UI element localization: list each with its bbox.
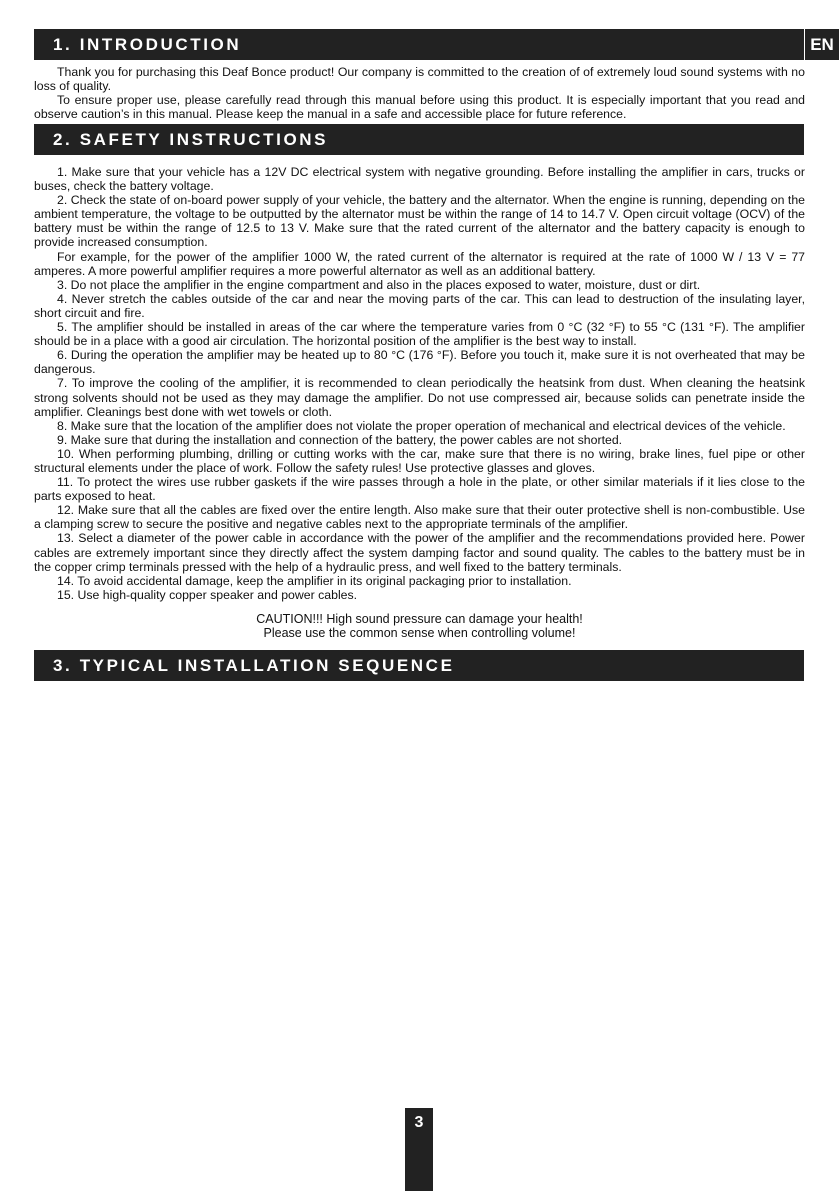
paragraph: 15. Use high-quality copper speaker and power cables. [57, 587, 358, 602]
introduction-text [34, 65, 805, 121]
paragraph: 3. Do not place the amplifier in the engine compartment and also in the places exposed to water, moisture, dust or dirt. [57, 277, 701, 292]
section-header-safety: 2. SAFETY INSTRUCTIONS [34, 124, 804, 155]
language-badge: EN [805, 29, 839, 60]
paragraph: 7. To improve the cooling of the amplifier, it is recommended to clean periodically the heatsink from dust. When cleaning the heatsink strong solvents should not be used as they may damage the amplifier. Do not use compressed air, because solids can penetrate inside the amplifier. Cleanings best done with wet towels or cloth. [34, 376, 805, 419]
safety-text [34, 165, 805, 602]
paragraph: 13. Select a diameter of the power cable in accordance with the power of the amplifier and the recommendations provided here. Power cables are extremely important since they directly affect the system damping factor and sound quality. The cables to the battery must be in the copper crimp terminals pressed with the help of a hydraulic press, and well fixed to the battery terminals. [34, 531, 805, 574]
paragraph: 9. Make sure that during the installation and connection of the battery, the power cables are not shorted. [57, 432, 623, 447]
page-number: 3 [405, 1108, 433, 1191]
paragraph: Thank you for purchasing this Deaf Bonce product! Our company is committed to the creation of of extremely loud sound systems with no loss of quality. [34, 65, 805, 94]
caution-line: Please use the common sense when controlling volume! [263, 626, 576, 640]
paragraph: 14. To avoid accidental damage, keep the amplifier in its original packaging prior to installation. [57, 573, 572, 588]
caution-line: CAUTION!!! High sound pressure can damage your health! [256, 612, 583, 626]
section-header-installation: 3. TYPICAL INSTALLATION SEQUENCE [34, 650, 804, 681]
paragraph: 1. Make sure that your vehicle has a 12V DC electrical system with negative grounding. Before installing the amplifier in cars, trucks or buses, check the battery voltage. [34, 165, 805, 194]
paragraph: 12. Make sure that all the cables are fixed over the entire length. Also make sure that their outer protective shell is non-combustible. Use a clamping screw to secure the positive and negative cables next to the appropriate terminals of the amplifier. [34, 503, 805, 532]
paragraph: 6. During the operation the amplifier may be heated up to 80 °C (176 °F). Before you touch it, make sure it is not overheated that may be dangerous. [34, 348, 805, 377]
caution-notice [34, 612, 805, 640]
section-header-introduction: 1. INTRODUCTION [34, 29, 804, 60]
paragraph: 10. When performing plumbing, drilling or cutting works with the car, make sure that there is no wiring, brake lines, fuel pipe or other structural elements under the place of work. Follow the safety rules! Use protective glasses and gloves. [34, 446, 805, 475]
paragraph: 5. The amplifier should be installed in areas of the car where the temperature varies from 0 °C (32 °F) to 55 °C (131 °F). The amplifier should be in a place with a good air circulation. The horizontal position of the amplifier is the best way to install. [34, 320, 805, 349]
paragraph: 8. Make sure that the location of the amplifier does not violate the proper operation of mechanical and electrical devices of the vehicle. [57, 418, 786, 433]
paragraph: For example, for the power of the amplifier 1000 W, the rated current of the alternator is required at the rate of 1000 W / 13 V = 77 amperes. A more powerful amplifier requires a more powerful alternator as well as an additional battery. [34, 249, 805, 278]
paragraph: 4. Never stretch the cables outside of the car and near the moving parts of the car. This can lead to destruction of the insulating layer, short circuit and fire. [34, 291, 805, 320]
paragraph: 2. Check the state of on-board power supply of your vehicle, the battery and the alternator. When the engine is running, depending on the ambient temperature, the voltage to be outputted by the alternator must be within the range of 14 to 14.7 V. Open circuit voltage (OCV) of the battery must be within the range of 12.5 to 13 V. Make sure that the rated current of the alternator and the battery capacity is enough to provide increased consumption. [34, 193, 805, 250]
paragraph: 11. To protect the wires use rubber gaskets if the wire passes through a hole in the plate, or other similar materials if it lies close to the parts exposed to heat. [34, 475, 805, 504]
paragraph: To ensure proper use, please carefully read through this manual before using this product. It is especially important that you read and observe caution’s in this manual. Please keep the manual in a safe and accessible place for future reference. [34, 93, 805, 122]
